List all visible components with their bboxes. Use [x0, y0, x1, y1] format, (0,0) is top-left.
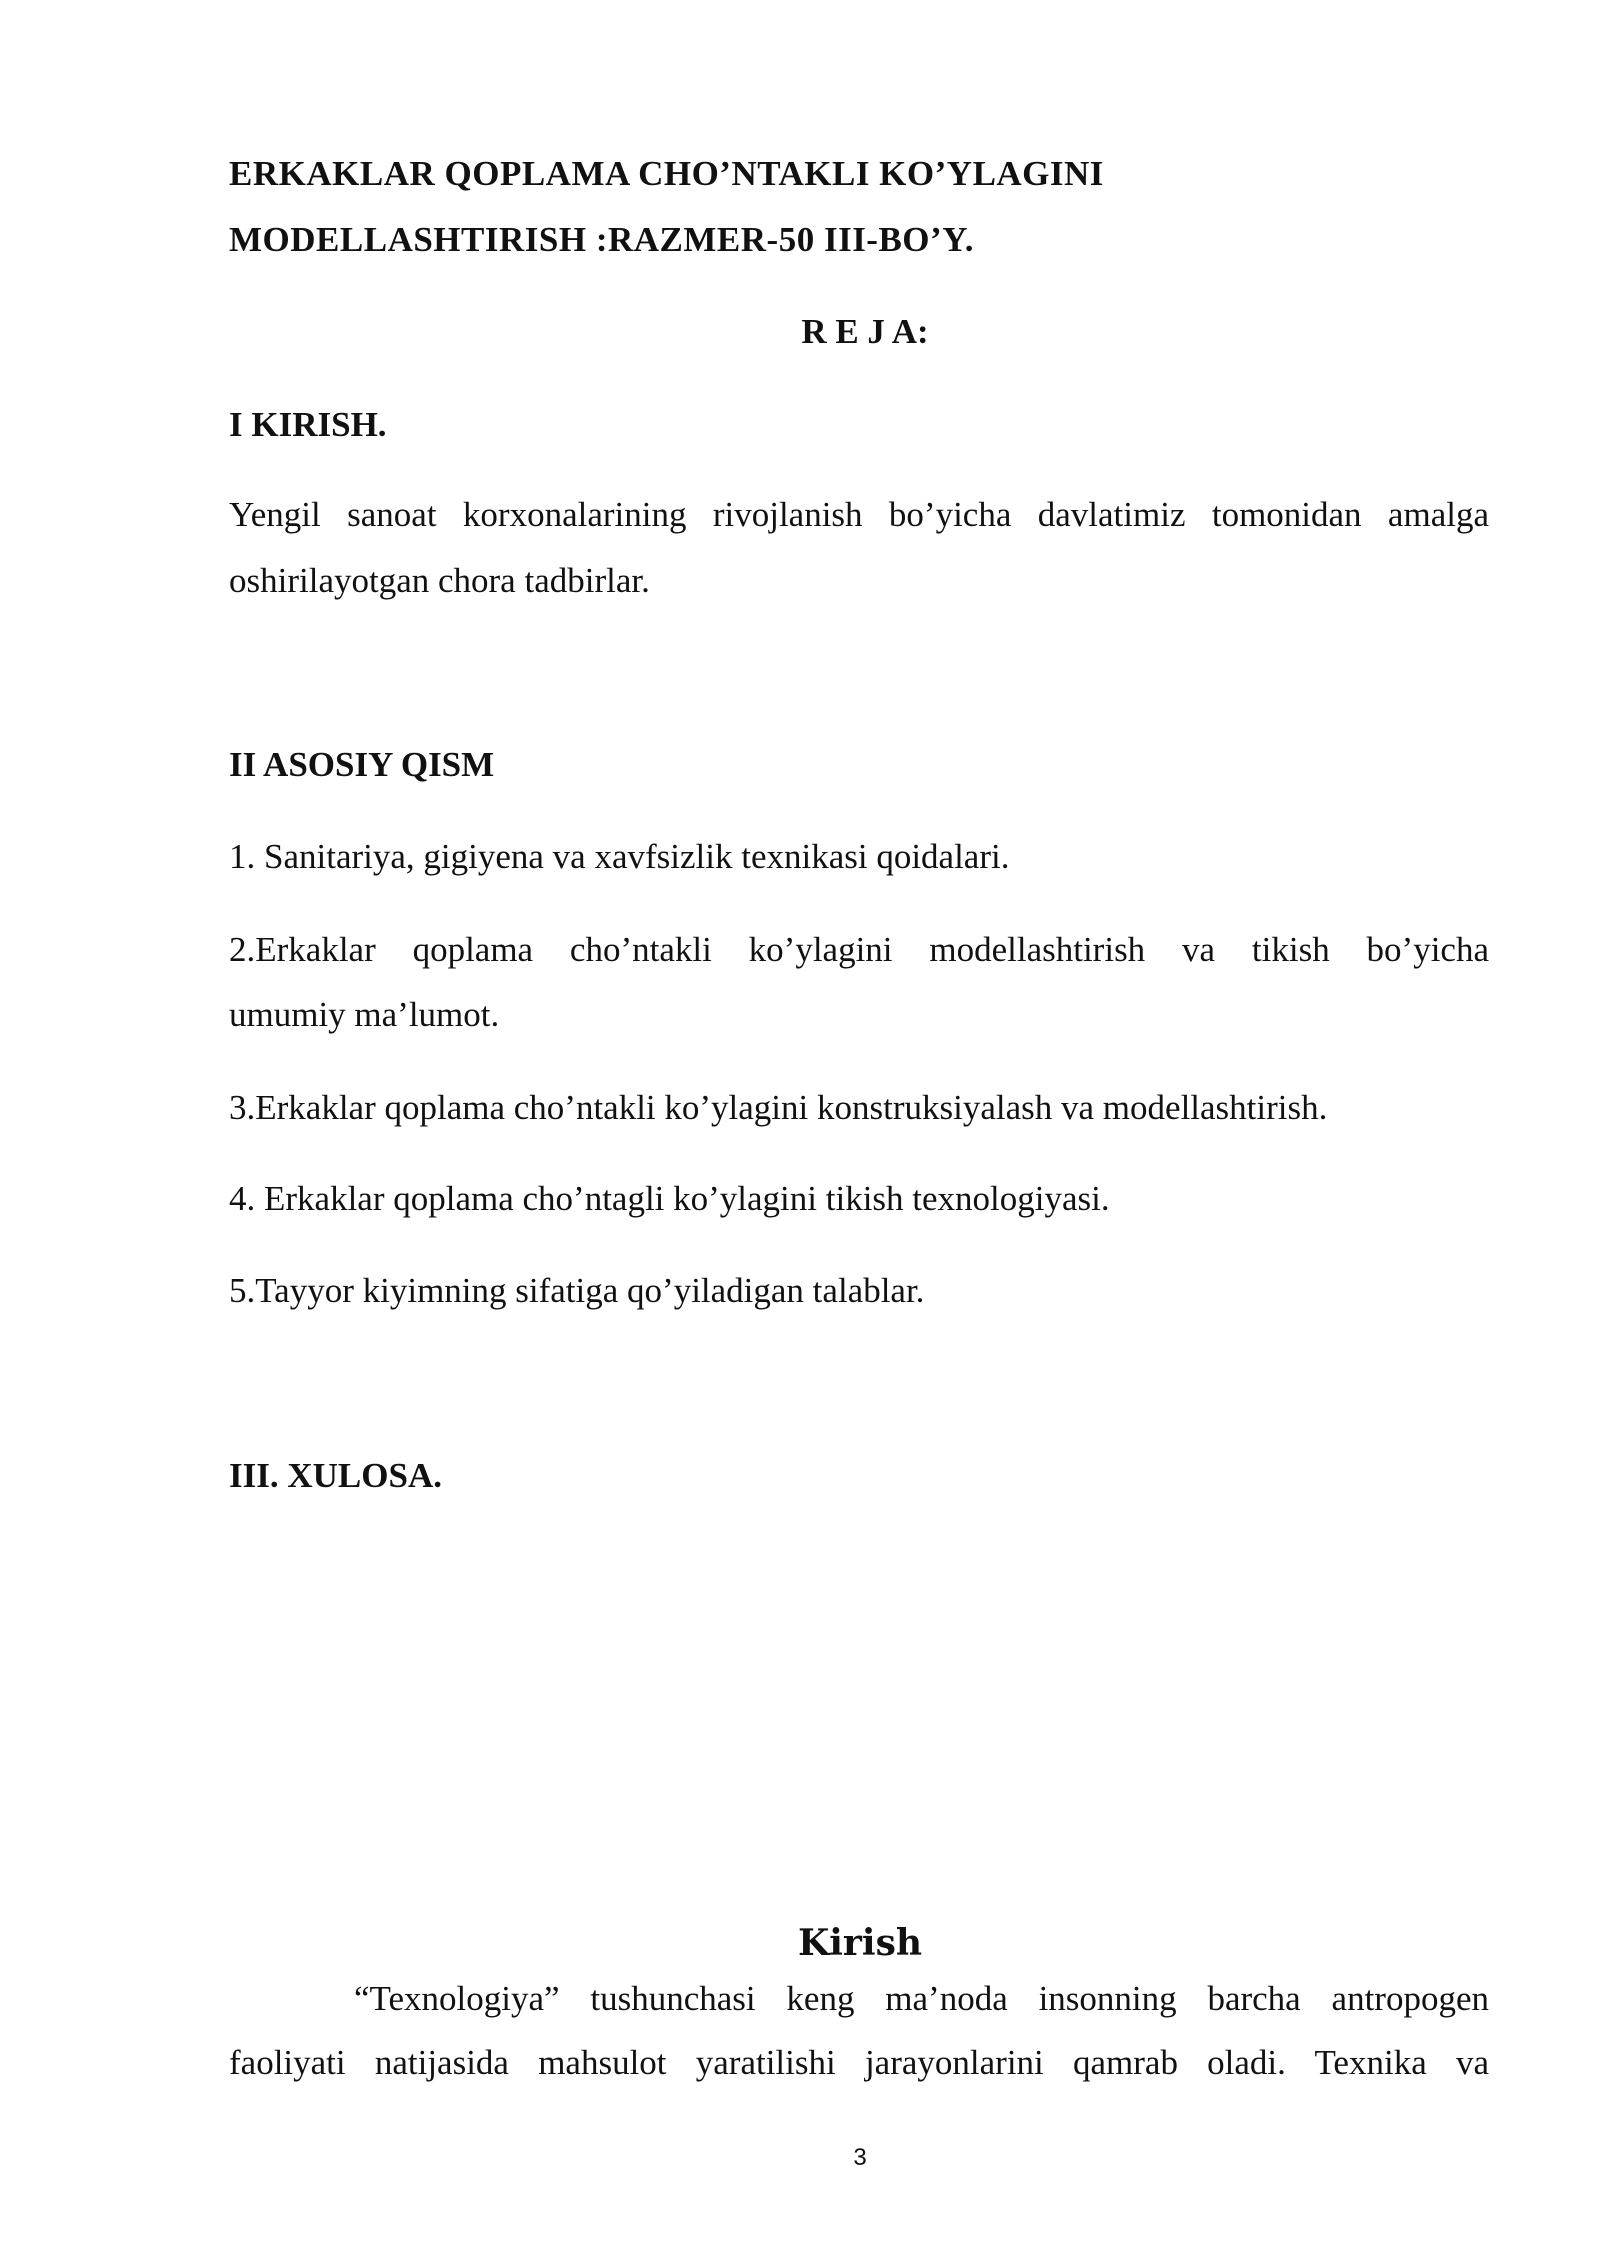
plan-item-2-line-2: umumiy ma’lumot.	[229, 995, 500, 1034]
plan-item-1: 1. Sanitariya, gigiyena va xavfsizlik texnikasi qoidalari.	[229, 837, 1010, 876]
section-2-heading: II ASOSIY QISM	[229, 745, 495, 784]
section-3-heading: III. XULOSA.	[229, 1456, 442, 1495]
section-1-text-line-1: Yengil sanoat korxonalarining rivojlanish bo’yicha davlatimiz tomonidan amalga	[229, 495, 1489, 534]
document-title-line-1: ERKAKLAR QOPLAMA CHO’NTAKLI KO’YLAGINI	[229, 154, 1104, 193]
intro-text-line-1: “Texnologiya” tushunchasi keng ma’noda insonning barcha antropogen	[354, 1979, 1489, 2018]
intro-heading: Kirish	[797, 1922, 923, 1964]
section-1-heading: I KIRISH.	[229, 405, 387, 444]
plan-item-5: 5.Tayyor kiyimning sifatiga qo’yiladigan talablar.	[229, 1271, 925, 1310]
plan-item-2-line-1: 2.Erkaklar qoplama cho’ntakli ko’ylagini modellashtirish va tikish bo’yicha	[229, 930, 1489, 969]
intro-text-line-2: faoliyati natijasida mahsulot yaratilishi jarayonlarini qamrab oladi. Texnika va	[229, 2043, 1489, 2082]
plan-item-4: 4. Erkaklar qoplama cho’ntagli ko’ylagini tikish texnologiyasi.	[229, 1179, 1110, 1218]
plan-item-3: 3.Erkaklar qoplama cho’ntakli ko’ylagini konstruksiyalash va modellashtirish.	[229, 1088, 1328, 1127]
document-title-line-2: MODELLASHTIRISH :RAZMER-50 III-BO’Y.	[229, 220, 975, 259]
section-1-text-line-2: oshirilayotgan chora tadbirlar.	[229, 561, 650, 600]
page-number: 3	[853, 2144, 867, 2171]
plan-heading: R E J A:	[801, 312, 929, 351]
